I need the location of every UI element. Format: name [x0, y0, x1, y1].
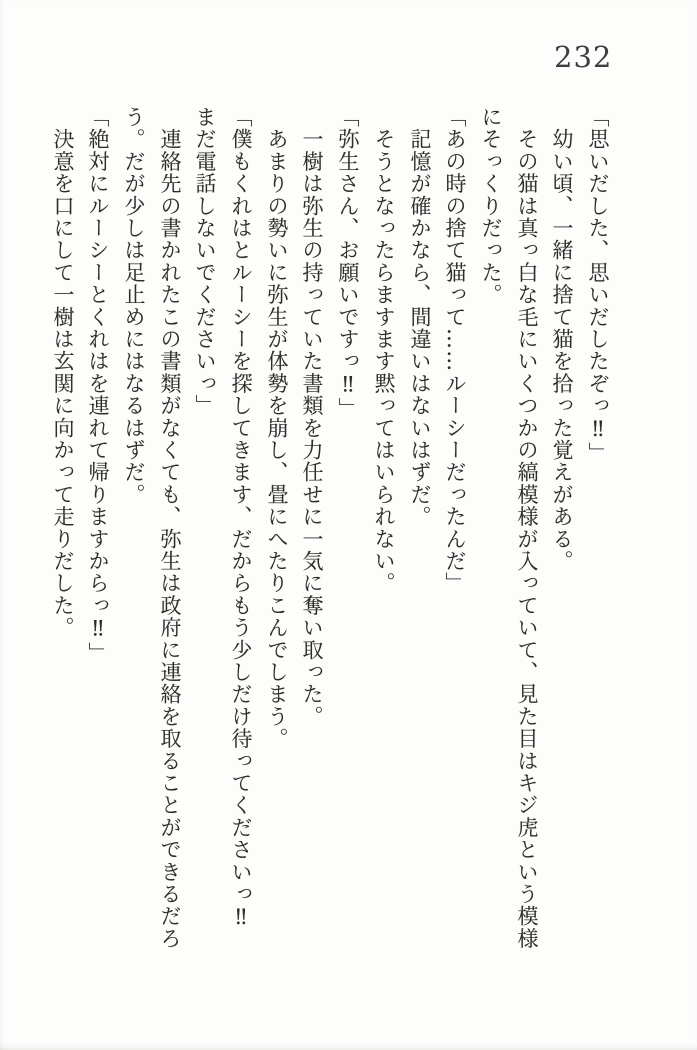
text-line: う。だが少しは足止めにはなるはずだ。	[122, 106, 146, 506]
text-line: 「僕もくれはとルーシーを探してきます、だからもう少しだけ待ってくださいっ‼	[229, 106, 253, 931]
text-line: 連絡先の書かれたこの書類がなくても、弥生は政府に連絡を取ることができるだろ	[158, 106, 182, 950]
text-line: 記憶が確かなら、間違いはないはずだ。	[408, 106, 432, 528]
text-line: 「絶対にルーシーとくれはを連れて帰りますからっ‼」	[86, 106, 110, 664]
text-line: 「弥生さん、お願いですっ‼」	[336, 106, 360, 420]
page-number: 232	[554, 40, 613, 74]
text-line: 「あの時の捨て猫って……ルーシーだったんだ」	[443, 106, 467, 595]
text-line: 幼い頃、一緒に捨て猫を拾った覚えがある。	[550, 106, 574, 573]
text-line: 一樹は弥生の持っていた書類を力任せに一気に奪い取った。	[300, 106, 324, 728]
text-line: あまりの勢いに弥生が体勢を崩し、畳にへたりこんでしまう。	[265, 106, 289, 750]
text-line: その猫は真っ白な毛にいくつかの縞模様が入っていて、見た目はキジ虎という模様	[515, 106, 539, 950]
text-line: まだ電話しないでくださいっ」	[193, 106, 217, 417]
text-line: 「思いだした、思いだしたぞっ‼」	[586, 106, 610, 465]
text-line: にそっくりだった。	[479, 106, 503, 306]
text-line: そうとなったらますます黙ってはいられない。	[372, 106, 396, 595]
text-line: 決意を口にして一樹は玄関に向かって走りだした。	[51, 106, 75, 639]
